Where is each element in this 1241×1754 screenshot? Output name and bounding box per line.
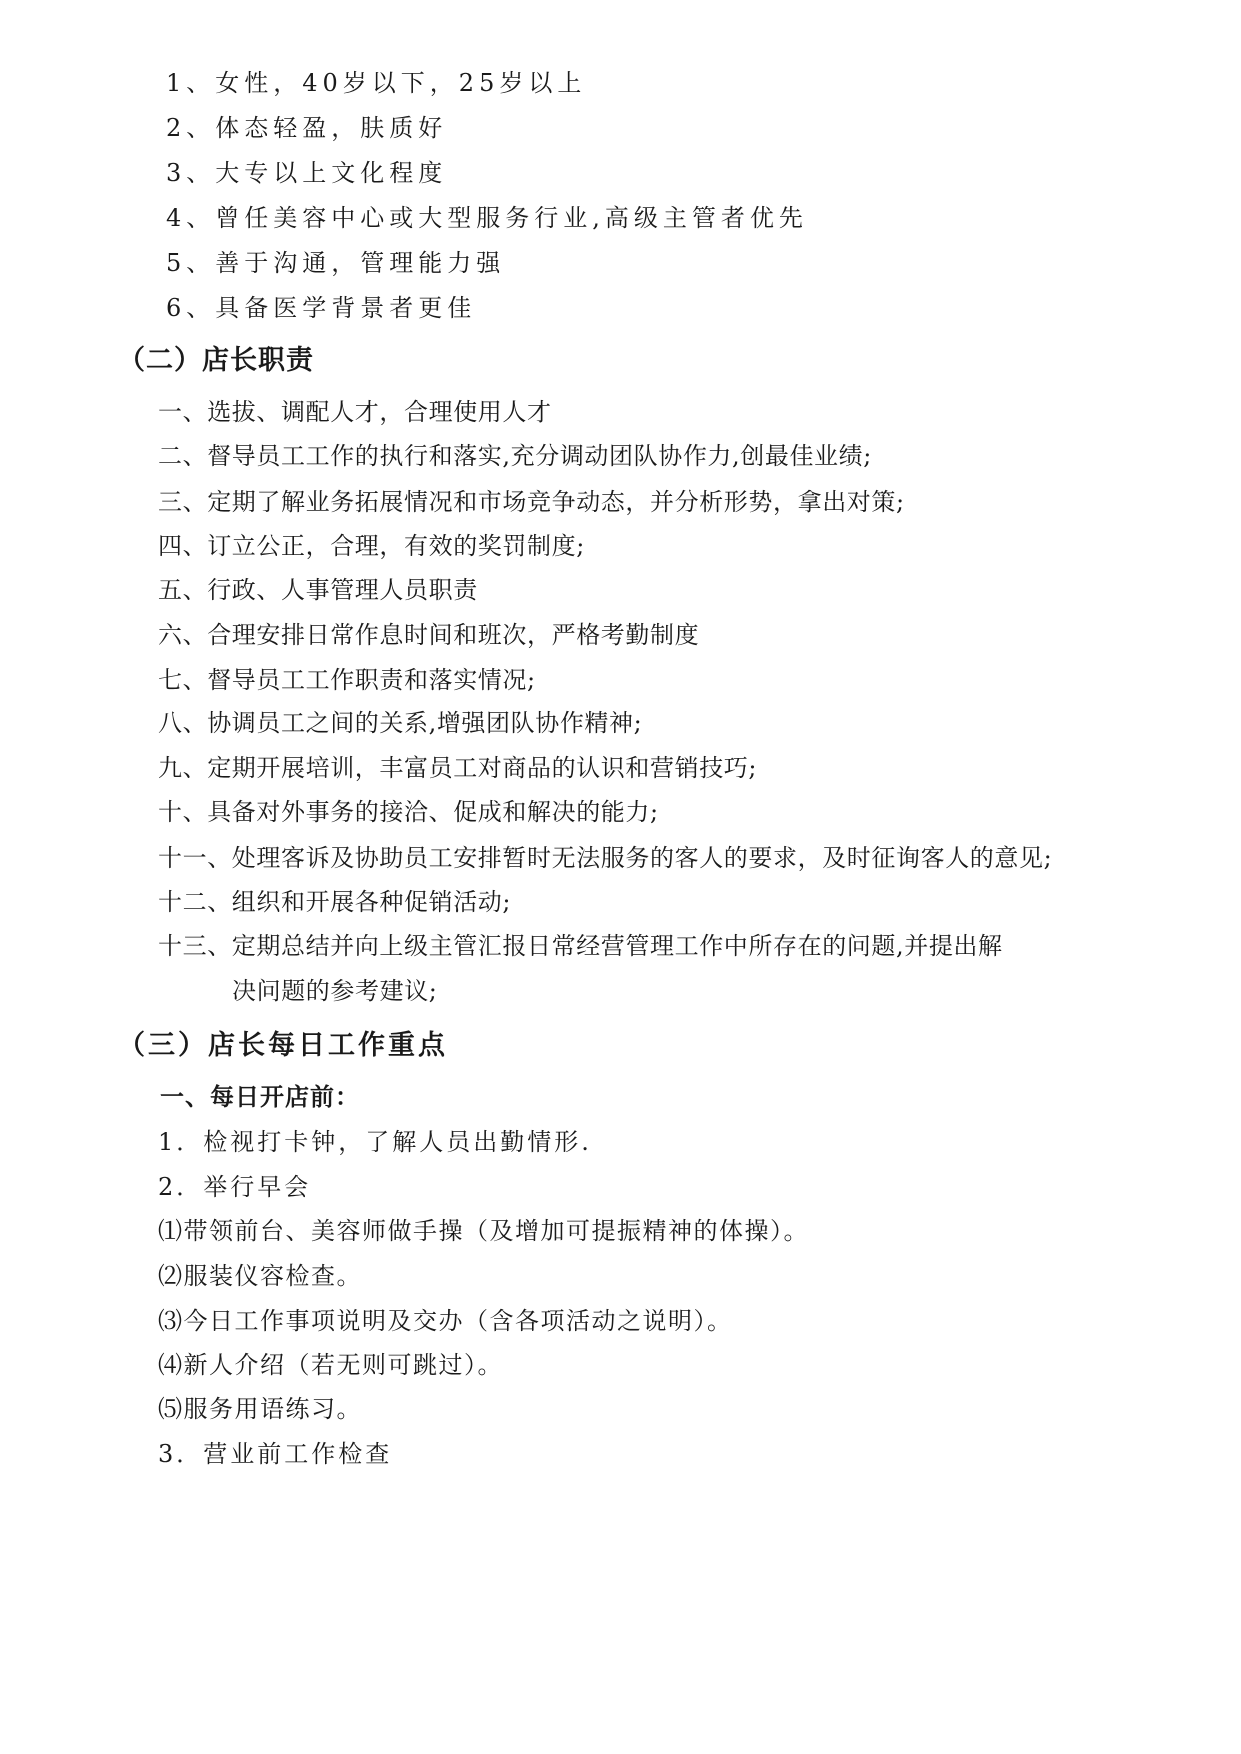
section-heading-manager-duties: （二）店长职责: [118, 345, 314, 376]
requirement-item: 1、女性，40岁以下，25岁以上: [166, 69, 587, 97]
meeting-item: ⑶今日工作事项说明及交办（含各项活动之说明）。: [158, 1307, 733, 1335]
requirement-item: 5、善于沟通，管理能力强: [166, 249, 506, 277]
requirement-item: 3、大专以上文化程度: [166, 159, 448, 187]
step-item: 2．举行早会: [158, 1173, 312, 1201]
duty-item: 二、督导员工工作的执行和落实,充分调动团队协作力,创最佳业绩;: [158, 442, 872, 470]
duty-item: 十三、定期总结并向上级主管汇报日常经营管理工作中所存在的问题,并提出解: [158, 932, 1003, 960]
duty-item: 三、定期了解业务拓展情况和市场竞争动态，并分析形势，拿出对策;: [158, 488, 905, 516]
requirement-item: 2、体态轻盈，肤质好: [166, 114, 448, 142]
duty-item: 十、具备对外事务的接洽、促成和解决的能力;: [158, 798, 659, 826]
duty-item: 十一、处理客诉及协助员工安排暂时无法服务的客人的要求，及时征询客人的意见;: [158, 844, 1053, 872]
duty-item: 一、选拔、调配人才，合理使用人才: [158, 398, 552, 426]
duty-item: 七、督导员工工作职责和落实情况;: [158, 666, 536, 694]
requirement-item: 4、曾任美容中心或大型服务行业,高级主管者优先: [166, 204, 808, 232]
meeting-item: ⑴带领前台、美容师做手操（及增加可提振精神的体操）。: [158, 1217, 809, 1245]
requirement-item: 6、具备医学背景者更佳: [166, 294, 477, 322]
section-heading-daily-focus: （三）店长每日工作重点: [118, 1030, 448, 1061]
meeting-item: ⑷新人介绍（若无则可跳过）。: [158, 1351, 503, 1379]
duty-item: 十二、组织和开展各种促销活动;: [158, 888, 512, 916]
step-item: 1．检视打卡钟，了解人员出勤情形.: [158, 1128, 592, 1156]
meeting-item: ⑵服装仪容检查。: [158, 1262, 362, 1290]
duty-item-continuation: 决问题的参考建议;: [232, 977, 438, 1005]
duty-item: 八、协调员工之间的关系,增强团队协作精神;: [158, 709, 643, 737]
step-item: 3．营业前工作检查: [158, 1440, 393, 1468]
duty-item: 五、行政、人事管理人员职责: [158, 576, 478, 604]
meeting-item: ⑸服务用语练习。: [158, 1395, 362, 1423]
duty-item: 九、定期开展培训，丰富员工对商品的认识和营销技巧;: [158, 754, 758, 782]
duty-item: 四、订立公正，合理，有效的奖罚制度;: [158, 532, 585, 560]
duty-item: 六、合理安排日常作息时间和班次，严格考勤制度: [158, 621, 700, 649]
subheading-before-opening: 一、每日开店前：: [160, 1083, 360, 1111]
